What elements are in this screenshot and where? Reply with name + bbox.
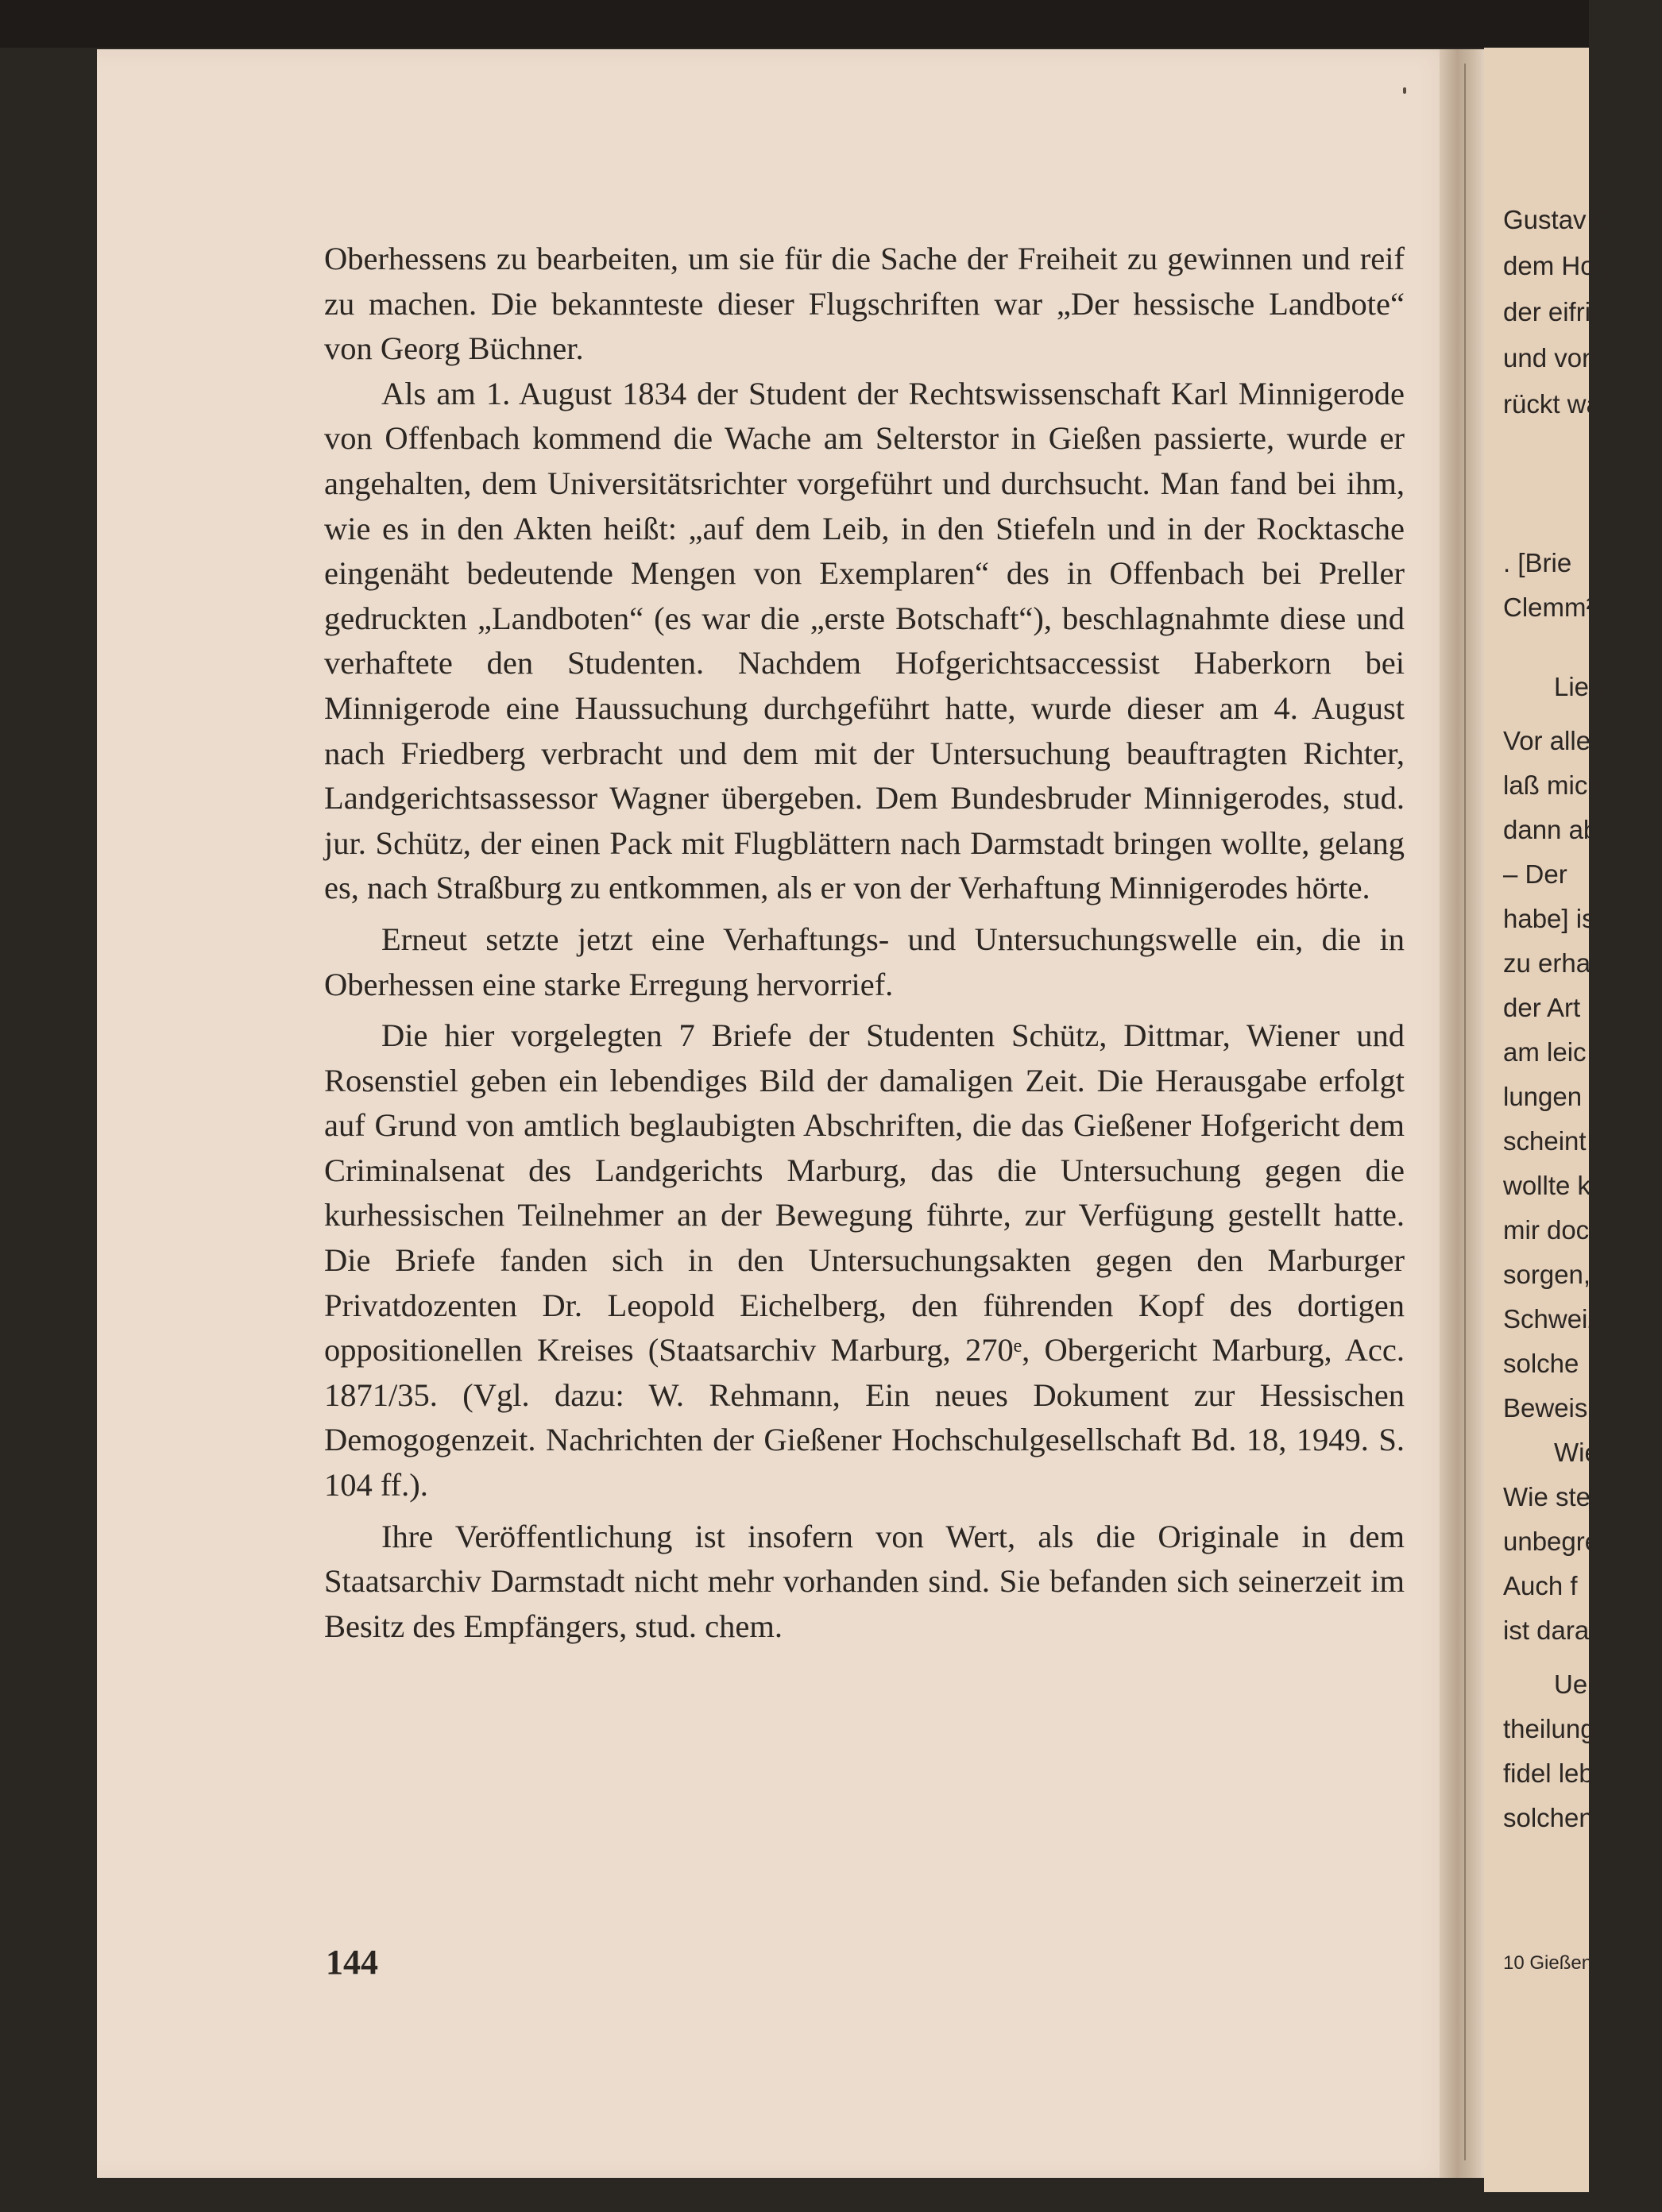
right-line: solche bbox=[1503, 1349, 1579, 1378]
book-gutter bbox=[1440, 49, 1484, 2178]
right-line: dem Hofg bbox=[1503, 251, 1618, 280]
right-line: . [Brie bbox=[1503, 548, 1572, 577]
right-line: theilung bbox=[1503, 1714, 1595, 1743]
right-line: dann ab bbox=[1503, 815, 1598, 844]
right-line: ist dara bbox=[1503, 1616, 1590, 1645]
right-line: sorgen, bbox=[1503, 1260, 1591, 1289]
paragraph: Ihre Veröffentlichung ist insofern von Wert, als die Originale in dem Staatsarchiv Darmstadt nicht mehr vorhanden sind. Sie befanden sich seinerzeit im Besitz des Empfängers, stud. chem. bbox=[324, 1518, 1405, 1644]
paragraph: Die hier vorgelegten 7 Briefe der Studenten Schütz, Dittmar, Wiener und Rosenstiel geben ein lebendiges Bild der damaligen Zeit. Die Herausgabe erfolgt auf Grund von amtlich beglaubigten Abschriften, die das Gießener Hofgericht dem Criminalsenat des Landgerichts Marburg, das die Untersuchung gegen die kurhessischen Teilnehmer an der Bewegung führte, zur Verfügung gestellt hatte. Die Briefe fanden sich in den Untersuchungsakten gegen den Marburger Privatdozenten Dr. Leopold Eichelberg, den führenden Kopf des dortigen oppositionellen Kreises (Staatsarchiv Marburg, 270ᵉ, Obergericht Marburg, Acc. 1871/35. (Vgl. dazu: W. Rehmann, Ein neues Dokument zur Hessischen Demogogenzeit. Nachrichten der Gießener Hochschulgesellschaft Bd. 18, 1949. S. 104 ff.). bbox=[324, 1017, 1405, 1504]
body-text bbox=[324, 237, 1405, 1649]
right-line: Ueb bbox=[1554, 1670, 1602, 1699]
right-line: unbegre bbox=[1503, 1527, 1600, 1556]
right-line: am leic bbox=[1503, 1037, 1587, 1067]
paragraph: Oberhessens zu bearbeiten, um sie für die Sache der Freiheit zu gewinnen und reif zu machen. Die bekannteste dieser Flugschriften war „Der hessische Landbote“ von Georg Büchner. bbox=[324, 241, 1405, 367]
right-line: laß mich bbox=[1503, 770, 1602, 800]
right-line: solchen bbox=[1503, 1803, 1594, 1832]
right-line: Lieb bbox=[1554, 672, 1604, 701]
right-line: 10 Gießen bbox=[1503, 1952, 1593, 1974]
margin-mark bbox=[1403, 87, 1406, 94]
right-line: wollte k bbox=[1503, 1171, 1591, 1200]
right-line: fidel leb bbox=[1503, 1758, 1594, 1788]
right-line: – Der bbox=[1503, 859, 1567, 889]
right-line: habe] is bbox=[1503, 904, 1595, 933]
right-line: der eifrig bbox=[1503, 297, 1606, 326]
paragraph: Als am 1. August 1834 der Student der Rechtswissenschaft Karl Minnigerode von Offenbach kommend die Wache am Selterstor in Gießen passierte, wurde er angehalten, dem Universitätsrichter vorgeführt und durchsucht. Man fand bei ihm, wie es in den Akten heißt: „auf dem Leib, in den Stiefeln und in der Rocktasche eingenäht bedeutende Mengen von Exemplaren“ des in Offenbach bei Preller gedruckten „Landboten“ (es war die „erste Botschaft“), beschlagnahmte diese und verhaftete den Studenten. Nachdem Hofgerichtsaccessist Haberkorn bei Minnigerode eine Haussuchung durchgeführt hatte, wurde dieser am 4. August nach Friedberg verbracht und dem mit der Untersuchung beauftragten Richter, Landgerichtsassessor Wagner übergeben. Dem Bundesbruder Minnigerodes, stud. jur. Schütz, der einen Pack mit Flugblättern nach Darmstadt bringen wollte, gelang es, nach Straßburg zu entkommen, als er von der Verhaftung Minnigerodes hörte. bbox=[324, 375, 1405, 906]
right-line: scheint bbox=[1503, 1126, 1587, 1156]
right-line: und von bbox=[1503, 343, 1597, 373]
gutter-fold-line bbox=[1464, 64, 1466, 2160]
right-line: Auch f bbox=[1503, 1571, 1578, 1600]
right-line: rückt wa bbox=[1503, 389, 1601, 419]
background-top bbox=[0, 0, 1589, 48]
right-line: Wie ste bbox=[1503, 1482, 1591, 1511]
right-line: Wie bbox=[1554, 1438, 1599, 1467]
right-line: Gustav C bbox=[1503, 205, 1613, 234]
right-line: Schweiz bbox=[1503, 1304, 1601, 1334]
right-line: Clemm² bbox=[1503, 593, 1595, 622]
right-line: zu erha bbox=[1503, 948, 1591, 978]
right-line: der Art bbox=[1503, 993, 1581, 1022]
right-line: lungen bbox=[1503, 1082, 1583, 1111]
page-number: 144 bbox=[326, 1943, 378, 1982]
paragraph: Erneut setzte jetzt eine Verhaftungs- und Untersuchungswelle ein, die in Oberhessen eine starke Erregung hervorrief. bbox=[324, 921, 1405, 1002]
right-line: mir doc bbox=[1503, 1215, 1590, 1245]
right-line: Vor alle bbox=[1503, 726, 1591, 755]
right-page bbox=[1484, 48, 1618, 2192]
right-line: Beweis bbox=[1503, 1393, 1588, 1423]
